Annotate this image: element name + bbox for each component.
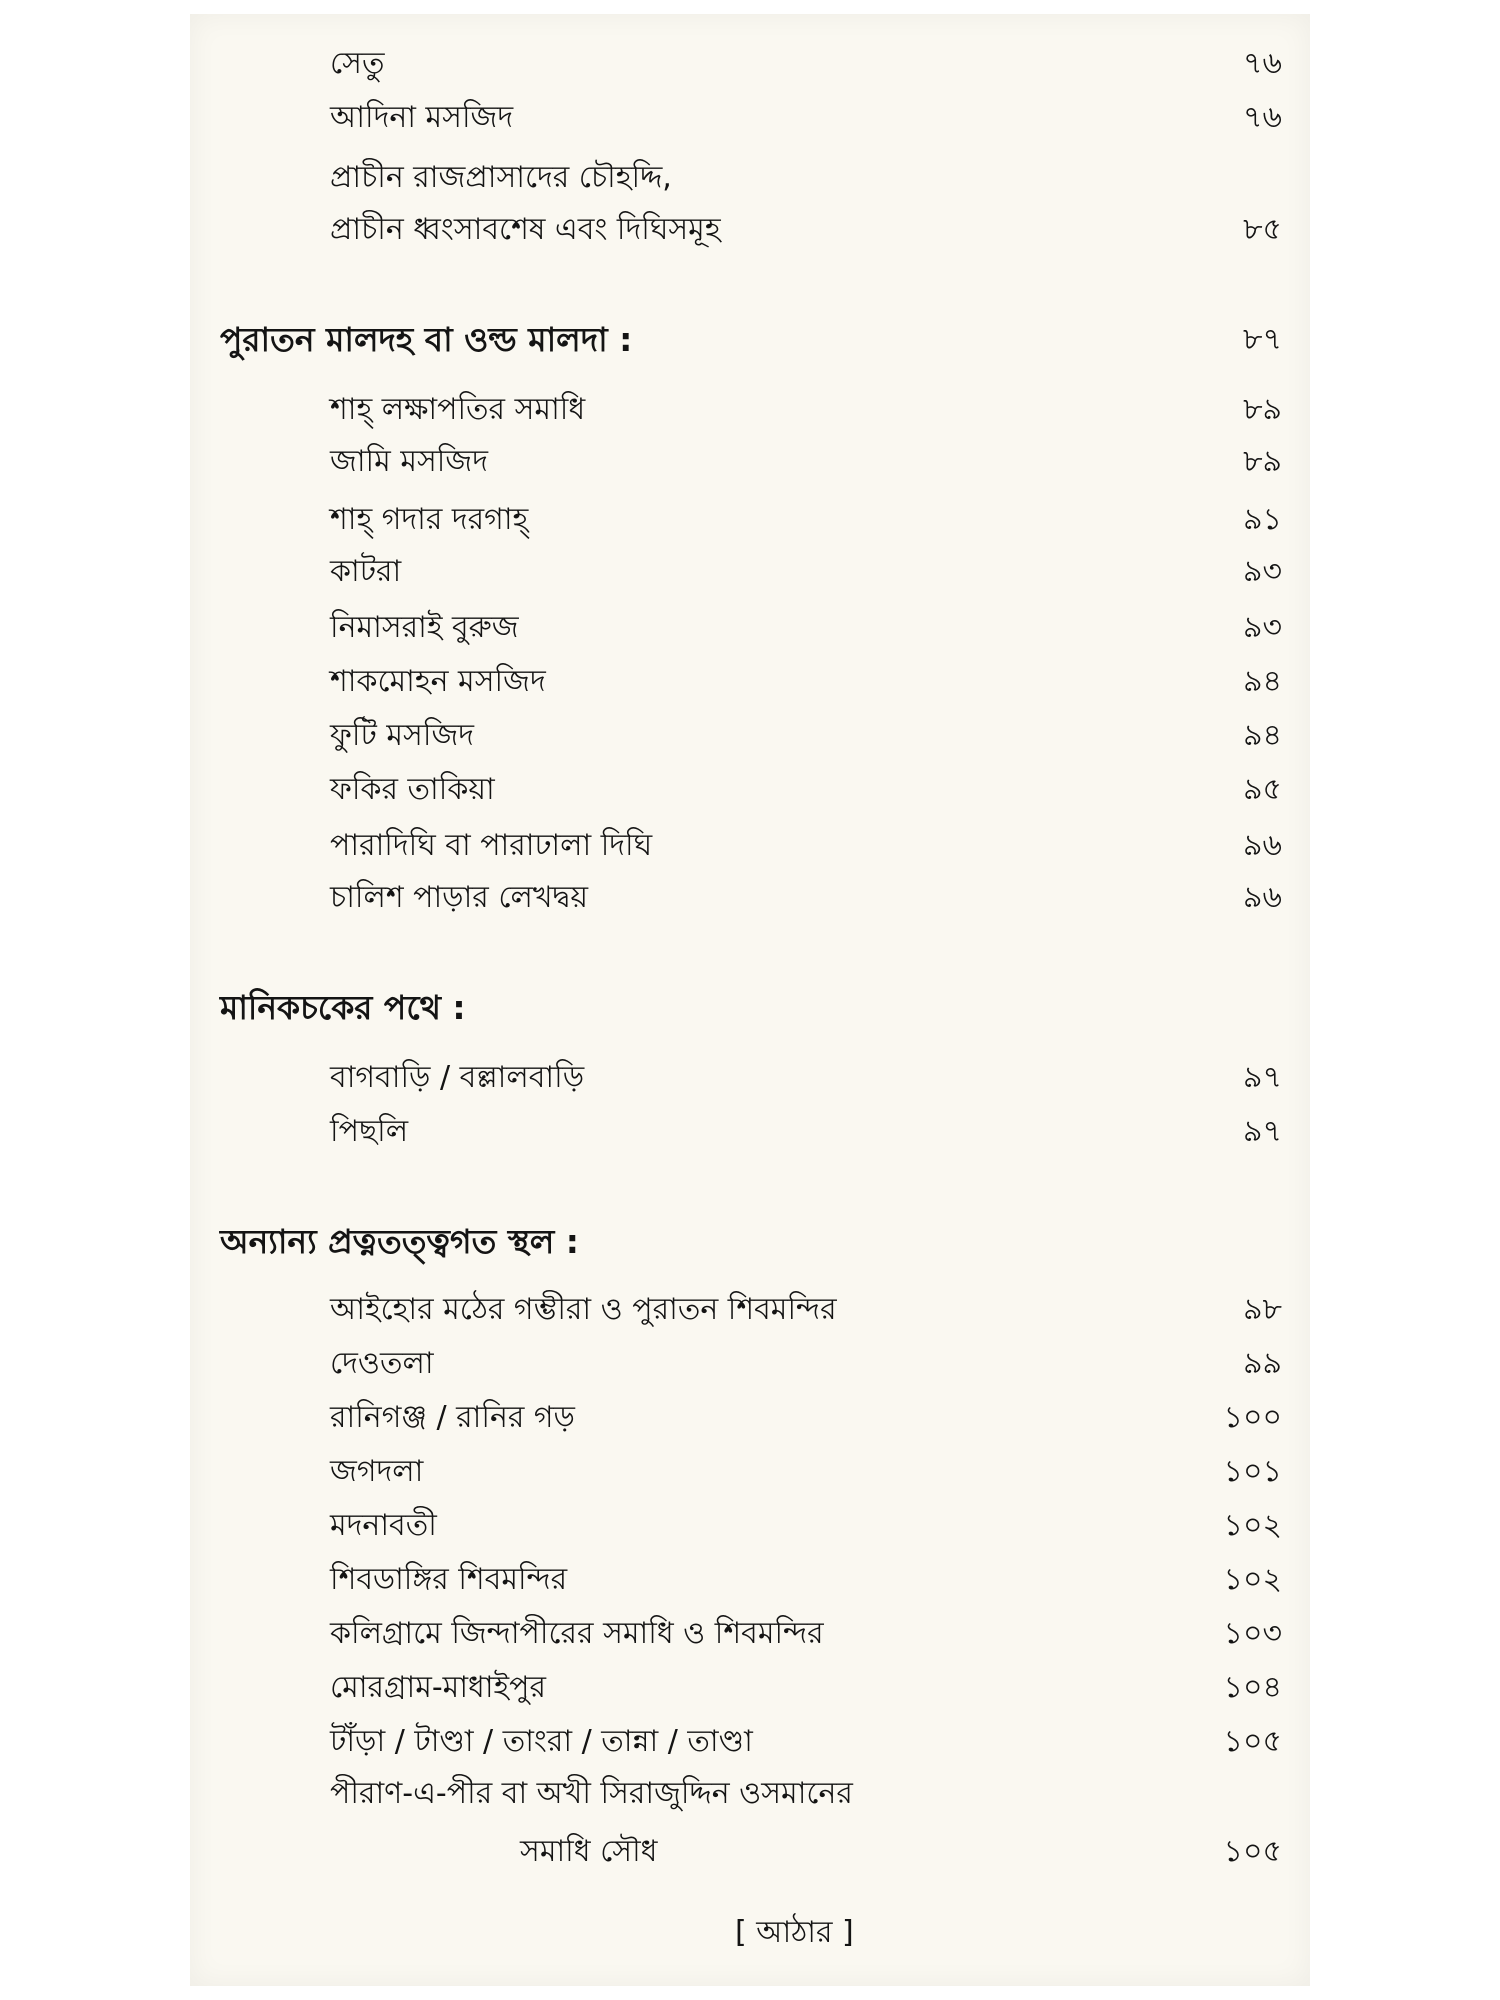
entry-page: ৮৯ xyxy=(1243,392,1282,427)
entry-page: ৯৪ xyxy=(1243,718,1282,753)
entry-title: পিছলি xyxy=(330,1114,409,1149)
entry-page: ১০৩ xyxy=(1223,1616,1282,1651)
entry-title: টাঁড়া / টাণ্ডা / তাংরা / তান্না / তাণ্ডা xyxy=(330,1724,753,1759)
entry-title: রানিগঞ্জ / রানির গড় xyxy=(330,1400,575,1435)
entry-page: ৯৪ xyxy=(1243,664,1282,699)
entry-title: বাগবাড়ি / বল্লালবাড়ি xyxy=(330,1060,585,1095)
entry-page: ৯৯ xyxy=(1243,1346,1282,1381)
entry-page: ৯৭ xyxy=(1243,1060,1282,1095)
entry-title: দেওতলা xyxy=(330,1346,434,1381)
entry-page: ৯১ xyxy=(1243,502,1282,537)
entry-page: ১০২ xyxy=(1223,1562,1282,1597)
entry-page: ১০৫ xyxy=(1223,1834,1282,1869)
entry-title: প্রাচীন রাজপ্রাসাদের চৌহদ্দি, xyxy=(330,160,672,195)
entry-title: শাহ্ গদার দরগাহ্ xyxy=(330,502,529,537)
entry-title: ফুটি মসজিদ xyxy=(330,718,475,753)
entry-title: পীরাণ-এ-পীর বা অখী সিরাজুদ্দিন ওসমানের xyxy=(330,1776,853,1811)
section-title: পুরাতন মালদহ বা ওল্ড মালদা : xyxy=(220,320,633,359)
entry-page: ১০৪ xyxy=(1223,1670,1282,1705)
entry-title: মোরগ্রাম-মাধাইপুর xyxy=(330,1670,547,1705)
entry-page: ৯৬ xyxy=(1243,828,1282,863)
entry-title: আদিনা মসজিদ xyxy=(330,100,514,135)
entry-title: চালিশ পাড়ার লেখদ্বয় xyxy=(330,880,589,915)
entry-page: ৭৬ xyxy=(1242,100,1282,135)
entry-title: আইহোর মঠের গম্ভীরা ও পুরাতন শিবমন্দির xyxy=(330,1292,837,1327)
entry-page: ১০০ xyxy=(1223,1400,1282,1435)
entry-page: ৮৯ xyxy=(1243,444,1282,479)
section-title: অন্যান্য প্রত্নতত্ত্বগত স্থল : xyxy=(220,1222,579,1261)
entry-page: ১০২ xyxy=(1223,1508,1282,1543)
entry-page: ৯৩ xyxy=(1243,610,1282,645)
entry-title: কাটরা xyxy=(330,554,402,589)
entry-title: শাকমোহন মসজিদ xyxy=(330,664,546,699)
entry-page: ১০৫ xyxy=(1223,1724,1282,1759)
entry-title: কলিগ্রামে জিন্দাপীরের সমাধি ও শিবমন্দির xyxy=(330,1616,824,1651)
entry-page: ৯৫ xyxy=(1243,772,1282,807)
entry-page: ৯৮ xyxy=(1243,1292,1282,1327)
entry-title: পারাদিঘি বা পারাঢালা দিঘি xyxy=(330,828,653,863)
entry-page: ১০১ xyxy=(1223,1454,1282,1489)
entry-title: শাহ্ লক্ষাপতির সমাধি xyxy=(330,392,586,427)
entry-title: শিবডাঙ্গির শিবমন্দির xyxy=(330,1562,568,1597)
entry-page: ৮৫ xyxy=(1243,212,1282,247)
entry-page: ৮৭ xyxy=(1243,322,1282,357)
entry-page: ৯৭ xyxy=(1243,1114,1282,1149)
entry-title: জামি মসজিদ xyxy=(330,444,488,479)
entry-title: ফকির তাকিয়া xyxy=(330,772,495,807)
entry-title: নিমাসরাই বুরুজ xyxy=(330,610,519,645)
entry-title: সমাধি সৌধ xyxy=(520,1834,658,1869)
entry-page: ৯৬ xyxy=(1243,880,1282,915)
entry-title: প্রাচীন ধ্বংসাবশেষ এবং দিঘিসমূহ xyxy=(330,212,721,247)
entry-title: জগদলা xyxy=(330,1454,424,1489)
page-footer xyxy=(0,1908,1500,1958)
entry-title: সেতু xyxy=(330,46,385,81)
entry-page: ৯৩ xyxy=(1243,554,1282,589)
entry-title: মদনাবতী xyxy=(330,1508,437,1543)
entry-page: ৭৬ xyxy=(1242,46,1282,81)
section-title: মানিকচকের পথে : xyxy=(220,988,466,1027)
page-number-label: [ আঠার ] xyxy=(735,1915,854,1950)
